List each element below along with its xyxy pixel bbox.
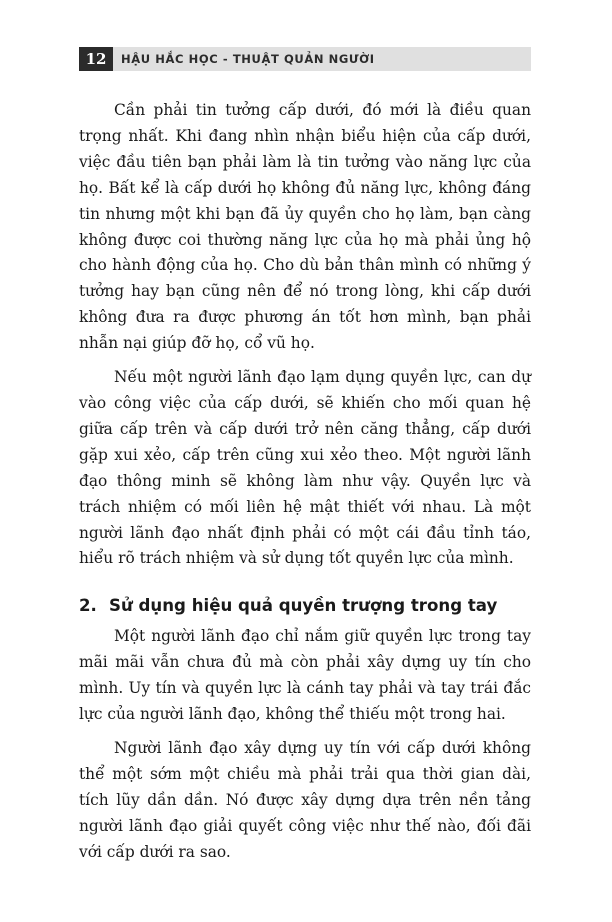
page-number: 12 — [79, 47, 113, 71]
page-body — [79, 98, 531, 865]
paragraph-prestige-over-time: Người lãnh đạo xây dựng uy tín với cấp dưới không thể một sớm một chiều mà phải trải qua thời gian dài, tích lũy dần dần. Nó được xây dựng dựa trên nền tảng người lãnh đạo giải quyết công việc như thế nào, đối đãi với cấp dưới ra sao. — [79, 738, 531, 861]
section-number: 2. — [79, 596, 97, 616]
paragraph-build-prestige: Một người lãnh đạo chỉ nắm giữ quyền lực trong tay mãi mãi vẫn chưa đủ mà còn phải xây dựng uy tín cho mình. Uy tín và quyền lực là cánh tay phải và tay trái đắc lực của người lãnh đạo, không thể thiếu một trong hai. — [79, 627, 531, 724]
paragraph-trust-subordinates: Cần phải tin tưởng cấp dưới, đó mới là điều quan trọng nhất. Khi đang nhìn nhận biểu hiện của cấp dưới, việc đầu tiên bạn phải làm là tin tưởng vào năng lực của họ. Bất kể là cấp dưới họ không đủ năng lực, không đáng tin nhưng một khi bạn đã ủy quyền cho họ làm, bạn càng không được coi thường năng lực của họ mà phải ủng hộ cho hành động của họ. Cho dù bản thân mình có những ý tưởng hay bạn cũng nên để nó trong lòng, khi cấp dưới không đưa ra được phương án tốt hơn mình, bạn phải nhẫn nại giúp đỡ họ, cổ vũ họ. — [79, 101, 531, 353]
paragraph-abuse-of-power: Nếu một người lãnh đạo lạm dụng quyền lực, can dự vào công việc của cấp dưới, sẽ khiến cho mối quan hệ giữa cấp trên và cấp dưới trở nên căng thẳng, cấp dưới gặp xui xẻo, cấp trên cũng xui xẻo theo. Một người lãnh đạo thông minh sẽ không làm như vậy. Quyền lực và trách nhiệm có mối liên hệ mật thiết với nhau. Là một người lãnh đạo nhất định phải có một cái đầu tỉnh táo, hiểu rõ trách nhiệm và sử dụng tốt quyền lực của mình. — [79, 368, 531, 568]
section-heading — [79, 594, 531, 618]
running-title: HẬU HẮC HỌC - THUẬT QUẢN NGƯỜI — [121, 52, 375, 66]
running-header — [79, 47, 531, 71]
section-title: Sử dụng hiệu quả quyền trượng trong tay — [109, 596, 498, 616]
